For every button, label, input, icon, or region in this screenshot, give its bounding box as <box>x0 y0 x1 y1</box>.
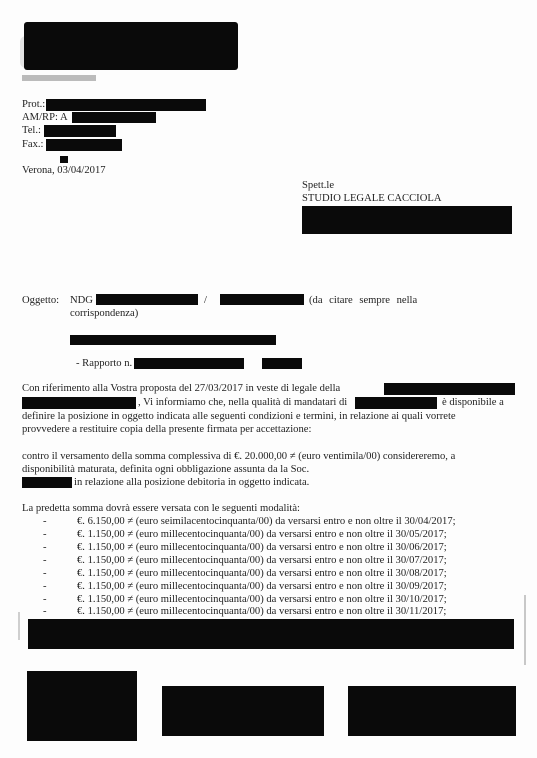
redacted-tel <box>44 125 116 137</box>
redacted-signature-center <box>162 686 324 736</box>
redacted-client-name <box>384 383 515 395</box>
redacted-logo <box>24 22 238 70</box>
redacted-signature-right <box>348 686 516 736</box>
recipient-salutation: Spett.le <box>302 180 335 191</box>
installment-dash: - <box>43 542 47 553</box>
paragraph-2-line3: in relazione alla posizione debitoria in oggetto indicata. <box>74 477 310 488</box>
scan-edge-line <box>524 595 526 665</box>
paragraph-1-line4: provvedere a restituire copia della presente firmata per accettazione: <box>22 424 312 435</box>
tel-label: Tel.: <box>22 125 41 136</box>
redacted-company <box>22 477 72 488</box>
redacted-client-name-cont <box>22 397 136 409</box>
subject-slash: / <box>204 295 207 306</box>
paragraph-1-line2a: , Vi informiamo che, nella qualità di mandatari di <box>138 397 348 408</box>
scan-edge-line <box>18 612 20 640</box>
installment-text: €. 1.150,00 ≠ (euro millecentocinquanta/00) da versarsi entro e non oltre il 30/11/2017; <box>77 606 447 617</box>
prot-label: Prot.: <box>22 99 46 110</box>
installment-text: €. 1.150,00 ≠ (euro millecentocinquanta/00) da versarsi entro e non oltre il 30/09/2017; <box>77 581 447 592</box>
paragraph-1-line1: Con riferimento alla Vostra proposta del 27/03/2017 in veste di legale della <box>22 383 341 394</box>
logo-residue <box>22 75 96 81</box>
redacted-ndg-2 <box>220 294 304 305</box>
paragraph-1-line2b: è disponibile a <box>442 397 504 408</box>
recipient-name: STUDIO LEGALE CACCIOLA <box>302 193 442 204</box>
redacted-am <box>72 112 156 123</box>
paragraph-2-line1: contro il versamento della somma complessiva di €. 20.000,00 ≠ (euro ventimila/00) considereremo, a <box>22 451 456 462</box>
paragraph-3: La predetta somma dovrà essere versata con le seguenti modalità: <box>22 503 300 514</box>
installment-dash: - <box>43 529 47 540</box>
installment-dash: - <box>43 606 47 617</box>
installment-dash: - <box>43 516 47 527</box>
installment-dash: - <box>43 581 47 592</box>
rapporto-label: - Rapporto n. <box>76 358 133 369</box>
redacted-signature-left <box>27 671 137 741</box>
subject-note-line2: corrispondenza) <box>70 308 139 319</box>
paragraph-2-line2: disponibilità maturata, definita ogni obbligazione assunta da la Soc. <box>22 464 310 475</box>
subject-label: Oggetto: <box>22 295 60 306</box>
installment-text: €. 1.150,00 ≠ (euro millecentocinquanta/00) da versarsi entro e non oltre il 30/07/2017; <box>77 555 447 566</box>
redacted-rapporto-1 <box>134 358 244 369</box>
installment-text: €. 1.150,00 ≠ (euro millecentocinquanta/00) da versarsi entro e non oltre il 30/06/2017; <box>77 542 447 553</box>
redacted-recipient-address <box>302 206 512 234</box>
installment-text: €. 6.150,00 ≠ (euro seimilacentocinquanta/00) da versarsi entro e non oltre il 30/04/2017; <box>77 516 456 527</box>
redacted-subject-line <box>70 335 276 345</box>
installment-text: €. 1.150,00 ≠ (euro millecentocinquanta/00) da versarsi entro e non oltre il 30/08/2017; <box>77 568 447 579</box>
fax-label: Fax.: <box>22 139 44 150</box>
redacted-rapporto-2 <box>262 358 302 369</box>
installment-dash: - <box>43 568 47 579</box>
redacted-mark <box>60 156 68 163</box>
redacted-paragraph-block <box>28 619 514 649</box>
installment-text: €. 1.150,00 ≠ (euro millecentocinquanta/00) da versarsi entro e non oltre il 30/10/2017; <box>77 594 447 605</box>
redacted-prot <box>46 99 206 111</box>
installment-text: €. 1.150,00 ≠ (euro millecentocinquanta/00) da versarsi entro e non oltre il 30/05/2017; <box>77 529 447 540</box>
subject-note-line1: (da citare sempre nella <box>309 295 418 306</box>
installment-dash: - <box>43 555 47 566</box>
paragraph-1-line3: definire la posizione in oggetto indicata alle seguenti condizioni e termini, in relazione ai quali vorrete <box>22 411 456 422</box>
redacted-fax <box>46 139 122 151</box>
place-date: Verona, 03/04/2017 <box>22 165 106 176</box>
subject-ndg: NDG <box>70 295 93 306</box>
redacted-ndg-1 <box>96 294 198 305</box>
am-label: AM/RP: A <box>22 112 68 123</box>
installment-dash: - <box>43 594 47 605</box>
redacted-mandante <box>355 397 437 409</box>
